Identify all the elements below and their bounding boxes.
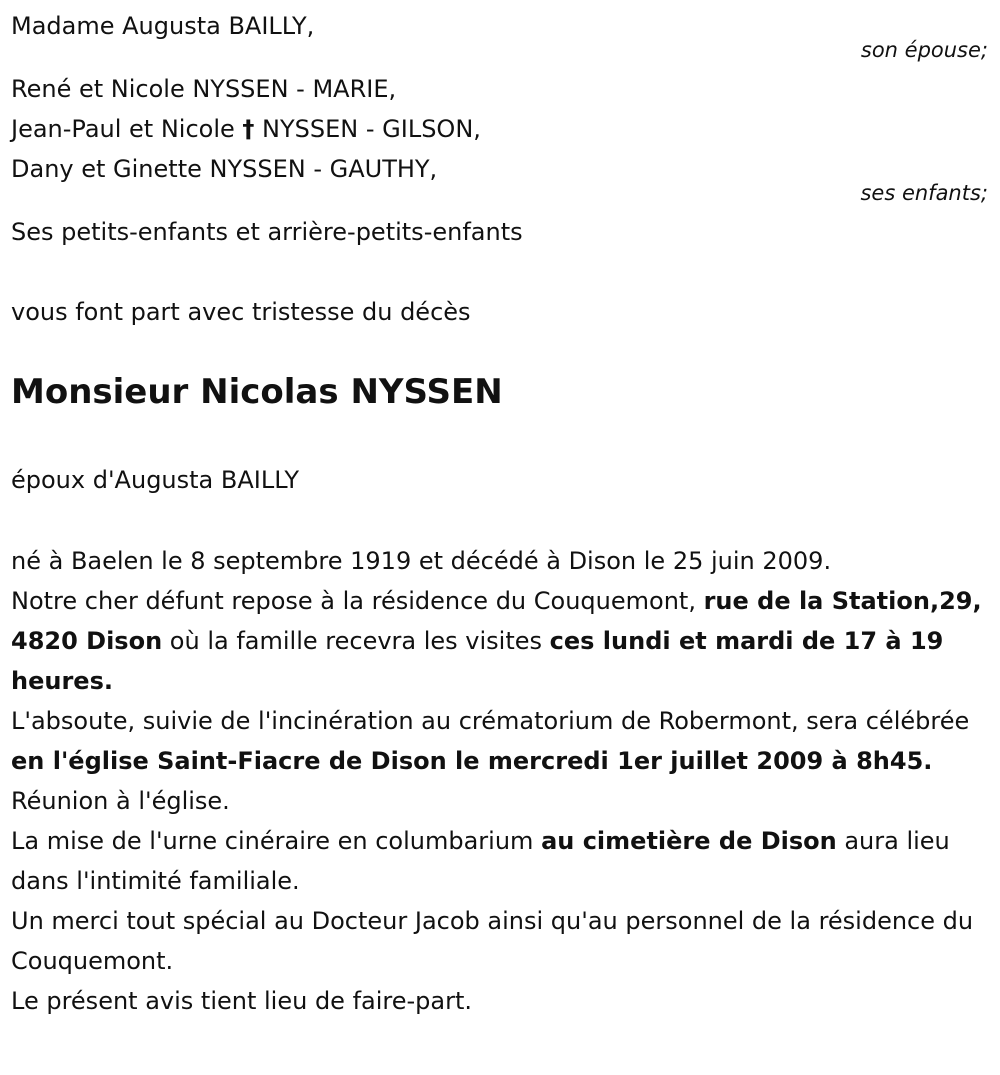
ceremony-details: en l'église Saint-Fiacre de Dison le mercredi 1er juillet 2009 à 8h45. <box>11 747 933 775</box>
birth-death-paragraph: né à Baelen le 8 septembre 1919 et décédé à Dison le 25 juin 2009. <box>11 547 832 575</box>
spouse-of-line: époux d'Augusta BAILLY <box>11 466 300 494</box>
child-line-2-names: Jean-Paul et Nicole <box>11 115 243 143</box>
visit-hours: ces lundi et mardi de 17 à 19 heures. <box>11 627 944 695</box>
absoute-paragraph <box>11 701 996 781</box>
child-line-2-surname: NYSSEN - GILSON, <box>254 115 481 143</box>
rest-text-2: où la famille recevra les visites <box>162 627 550 655</box>
rest-text-1: Notre cher défunt repose à la résidence du Couquemont, <box>11 587 704 615</box>
children-role: ses enfants; <box>860 181 988 205</box>
urne-text-2: aura lieu dans l'intimité familiale. <box>11 827 950 895</box>
announcement-line: vous font part avec tristesse du décès <box>11 298 471 326</box>
spouse-line: Madame Augusta BAILLY, <box>11 12 315 40</box>
cemetery-location: au cimetière de Dison <box>541 827 837 855</box>
urne-paragraph <box>11 821 996 901</box>
obituary-body <box>11 541 996 1021</box>
cross-icon: † <box>242 115 255 143</box>
deceased-name: Monsieur Nicolas NYSSEN <box>11 372 503 412</box>
reunion-paragraph: Réunion à l'église. <box>11 787 230 815</box>
grandchildren-line: Ses petits-enfants et arrière-petits-enfants <box>11 218 523 246</box>
child-line-3: Dany et Ginette NYSSEN - GAUTHY, <box>11 155 438 183</box>
spouse-role: son épouse; <box>860 38 988 62</box>
thanks-paragraph: Un merci tout spécial au Docteur Jacob ainsi qu'au personnel de la résidence du Couquemont. <box>11 907 974 975</box>
child-line-2 <box>11 115 481 143</box>
urne-text-1: La mise de l'urne cinéraire en columbarium <box>11 827 542 855</box>
rest-address: rue de la Station,29, 4820 Dison <box>11 587 982 655</box>
absoute-text: L'absoute, suivie de l'incinération au crématorium de Robermont, sera célébrée <box>11 707 970 735</box>
rest-paragraph <box>11 581 996 701</box>
child-line-1: René et Nicole NYSSEN - MARIE, <box>11 75 397 103</box>
closing-paragraph: Le présent avis tient lieu de faire-part. <box>11 987 473 1015</box>
